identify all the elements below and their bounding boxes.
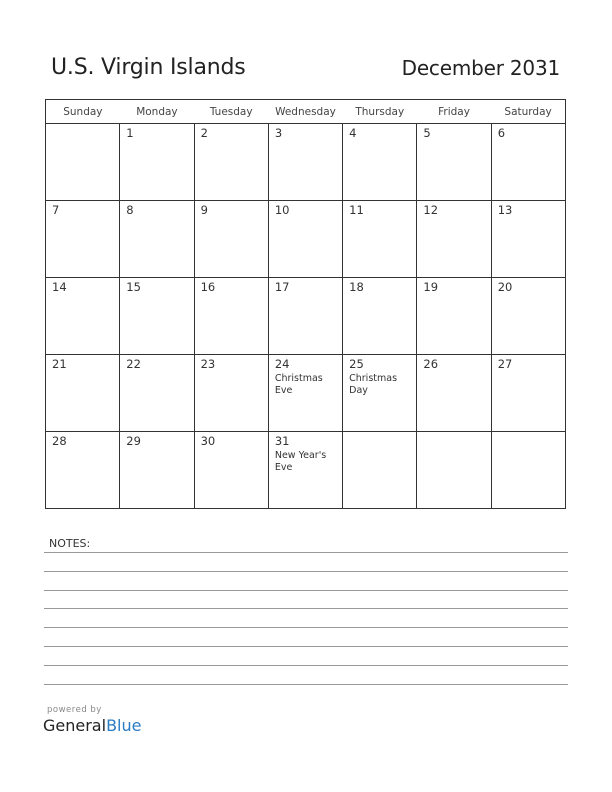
day-number: 26 — [423, 357, 439, 371]
day-number: 24 — [274, 357, 290, 371]
day-cell — [343, 201, 417, 278]
day-number: 11 — [349, 203, 364, 217]
day-number: 29 — [126, 434, 141, 448]
notes-line — [44, 627, 568, 628]
day-number — [46, 124, 119, 127]
day-cell — [343, 124, 417, 201]
day-number: 8 — [126, 203, 134, 217]
notes-line — [44, 552, 568, 553]
day-cell — [268, 278, 342, 355]
day-cell — [491, 355, 565, 432]
weekday-saturday: Saturday — [491, 100, 565, 124]
logo-general-text: General — [43, 716, 107, 735]
day-number: 15 — [126, 280, 141, 294]
day-cell — [194, 278, 268, 355]
weekday-friday: Friday — [417, 100, 491, 124]
notes-line — [44, 590, 568, 591]
day-number: 18 — [349, 280, 364, 294]
day-number: 4 — [349, 126, 357, 140]
holiday-label: Christmas Eve — [274, 373, 323, 396]
holiday-label: Christmas Day — [349, 373, 398, 396]
day-cell — [120, 124, 194, 201]
day-number: 20 — [497, 280, 513, 294]
day-cell — [46, 124, 120, 201]
day-cell — [194, 124, 268, 201]
day-number: 10 — [274, 203, 290, 217]
week-row — [46, 124, 566, 201]
day-number — [417, 432, 490, 435]
day-cell — [268, 355, 342, 432]
weekday-thursday: Thursday — [343, 100, 417, 124]
day-number — [343, 432, 416, 435]
day-cell — [491, 278, 565, 355]
day-cell — [194, 355, 268, 432]
day-cell — [120, 432, 194, 509]
day-cell — [194, 432, 268, 509]
day-number: 5 — [423, 126, 431, 140]
day-cell — [46, 278, 120, 355]
day-number: 28 — [52, 434, 67, 448]
week-row — [46, 201, 566, 278]
notes-line — [44, 665, 568, 666]
day-cell — [120, 278, 194, 355]
day-cell — [268, 124, 342, 201]
day-cell — [120, 355, 194, 432]
calendar-title: U.S. Virgin Islands — [51, 55, 246, 80]
logo-blue-text: Blue — [106, 716, 142, 735]
day-cell — [46, 201, 120, 278]
day-cell — [46, 432, 120, 509]
day-cell — [417, 124, 491, 201]
day-number: 12 — [423, 203, 439, 217]
notes-line — [44, 646, 568, 647]
day-cell — [46, 355, 120, 432]
generalblue-logo — [43, 716, 141, 735]
day-number: 9 — [200, 203, 208, 217]
day-cell — [417, 201, 491, 278]
weekday-header-row — [46, 100, 566, 124]
day-number: 27 — [497, 357, 513, 371]
notes-label: NOTES: — [49, 537, 91, 550]
notes-line — [44, 684, 568, 685]
notes-line — [44, 571, 568, 572]
day-number: 13 — [497, 203, 513, 217]
day-cell — [343, 432, 417, 509]
holiday-label: New Year's Eve — [274, 450, 327, 473]
day-number: 23 — [200, 357, 216, 371]
day-number: 3 — [274, 126, 283, 140]
day-cell — [491, 124, 565, 201]
day-cell — [417, 278, 491, 355]
day-cell — [268, 432, 342, 509]
day-cell — [491, 432, 565, 509]
day-number: 22 — [126, 357, 141, 371]
day-number: 6 — [497, 126, 506, 140]
day-number: 7 — [52, 203, 60, 217]
calendar-grid — [45, 99, 566, 509]
day-number: 19 — [423, 280, 439, 294]
day-number — [492, 432, 565, 435]
day-cell — [343, 278, 417, 355]
day-cell — [417, 355, 491, 432]
day-cell — [343, 355, 417, 432]
week-row — [46, 355, 566, 432]
day-number: 17 — [274, 280, 290, 294]
calendar-month: December 2031 — [401, 56, 560, 80]
day-cell — [120, 201, 194, 278]
day-number: 14 — [52, 280, 67, 294]
day-number: 1 — [126, 126, 134, 140]
notes-line — [44, 608, 568, 609]
week-row — [46, 278, 566, 355]
weekday-tuesday: Tuesday — [194, 100, 268, 124]
day-cell — [268, 201, 342, 278]
day-number: 2 — [200, 126, 208, 140]
day-number: 21 — [52, 357, 67, 371]
day-number: 31 — [274, 434, 290, 448]
day-number: 30 — [200, 434, 216, 448]
weekday-wednesday: Wednesday — [268, 100, 342, 124]
day-number: 25 — [349, 357, 364, 371]
day-cell — [194, 201, 268, 278]
weekday-monday: Monday — [120, 100, 194, 124]
day-cell — [491, 201, 565, 278]
powered-by-text: powered by — [47, 705, 102, 715]
weekday-sunday: Sunday — [46, 100, 120, 124]
day-number: 16 — [200, 280, 216, 294]
day-cell — [417, 432, 491, 509]
week-row — [46, 432, 566, 509]
